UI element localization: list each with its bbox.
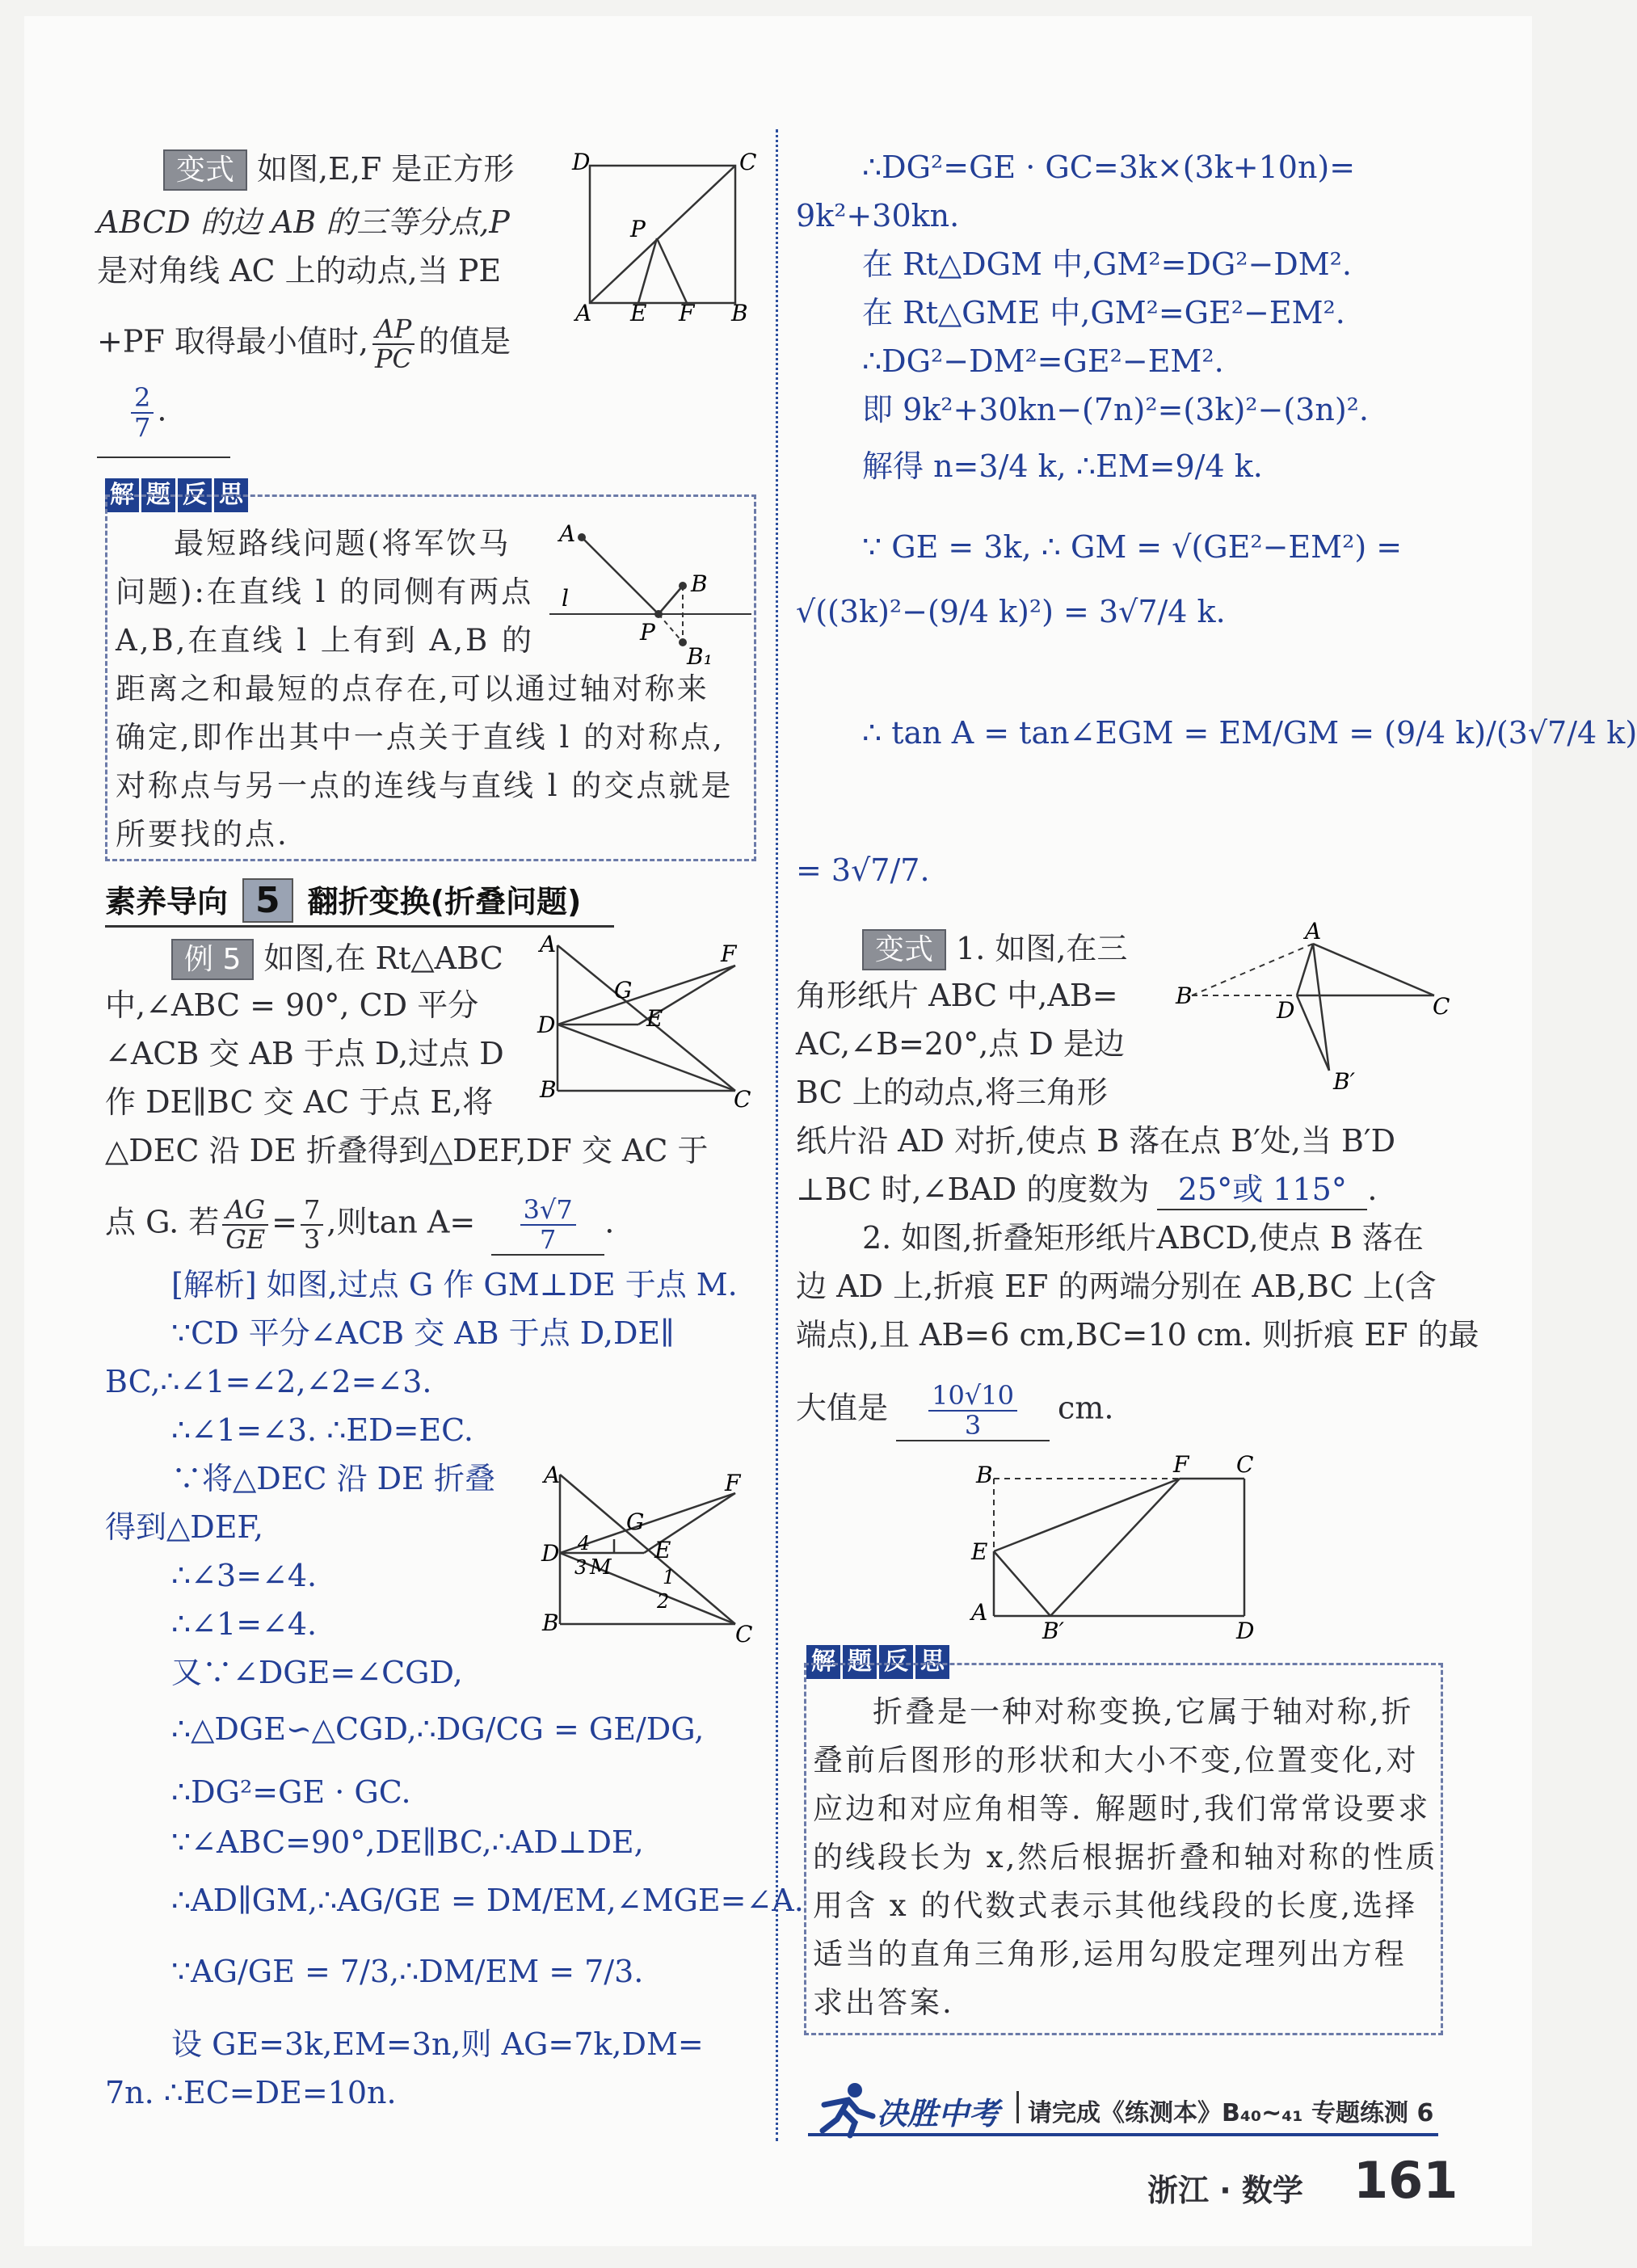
label: E	[646, 1005, 663, 1032]
label: A	[971, 1599, 988, 1626]
label: B′	[1333, 1068, 1355, 1095]
reflect-line: 折叠是一种对称变换,它属于轴对称,折	[873, 1694, 1414, 1729]
footer-divider	[1016, 2091, 1019, 2123]
solution-line: ∴ tan A = tan∠EGM = EM/GM = (9/4 k)/(3√7/4 k)	[862, 715, 1637, 751]
solution-line: ∵CD 平分∠ACB 交 AB 于点 D,DE∥	[171, 1315, 675, 1351]
label: A	[540, 931, 557, 957]
example-tag: 例 5	[171, 939, 254, 980]
solution-line: ∴AD∥GM,∴AG/GE = DM/EM,∠MGE=∠A.	[171, 1883, 804, 1918]
reflect-line: 确定,即作出其中一点关于直线 l 的对称点,	[116, 720, 725, 755]
question-line: 角形纸片 ABC 中,AB=	[796, 978, 1118, 1013]
solution-line: 又∵∠DGE=∠CGD,	[171, 1655, 463, 1690]
label: F	[1173, 1451, 1189, 1478]
example-line: 中,∠ABC = 90°, CD 平分	[105, 987, 479, 1023]
label: B₁	[687, 643, 713, 670]
label: D	[537, 1012, 556, 1038]
label: B′	[1042, 1618, 1064, 1644]
label: B	[731, 300, 748, 326]
question-line: 1. 如图,在三	[956, 931, 1128, 966]
question-line: 端点),且 AB=6 cm,BC=10 cm. 则折痕 EF 的最	[796, 1317, 1479, 1353]
solution-line: √((3k)²−(9/4 k)²) = 3√7/4 k.	[796, 594, 1226, 629]
variant-line: 如图,E,F 是正方形	[257, 151, 515, 187]
label: F	[725, 1470, 741, 1496]
label: P	[630, 216, 646, 242]
label: F	[679, 300, 695, 326]
solution-line: ∴DG²−DM²=GE²−EM².	[862, 343, 1224, 379]
solution-line: 解得 n=3/4 k, ∴EM=9/4 k.	[862, 448, 1263, 484]
example-line: △DEC 沿 DE 折叠得到△DEF,DF 交 AC 于	[105, 1133, 709, 1168]
label: F	[721, 940, 737, 967]
label: G	[626, 1508, 645, 1535]
label: A	[575, 300, 592, 326]
figure-example5	[533, 931, 751, 1113]
figure-shortest-path	[549, 517, 751, 671]
section-heading: 素养导向 5 翻折变换(折叠问题)	[105, 880, 582, 921]
q1-answer: 25°或 115°	[1157, 1172, 1367, 1210]
label: C	[1236, 1451, 1254, 1478]
label: E	[971, 1538, 988, 1565]
label: B	[540, 1076, 557, 1103]
label: A	[1305, 918, 1322, 945]
label: 3	[574, 1556, 587, 1579]
reflect-line: 适当的直角三角形,运用勾股定理列出方程	[813, 1937, 1407, 1971]
footer-brand: 决胜中考	[877, 2096, 1000, 2131]
reflect-line: 问题):在直线 l 的同侧有两点	[116, 574, 534, 609]
label: E	[630, 300, 647, 326]
label: D	[541, 1540, 560, 1567]
label: D	[1277, 997, 1295, 1024]
reflect-tag: 解 题 反 思	[806, 1645, 949, 1679]
section-rule	[105, 925, 614, 928]
reflect-line: 叠前后图形的形状和大小不变,位置变化,对	[813, 1743, 1419, 1778]
label: E	[654, 1537, 671, 1563]
label: 2	[657, 1590, 670, 1613]
answer-underline	[97, 457, 230, 458]
reflect-line: 对称点与另一点的连线与直线 l 的交点就是	[116, 768, 734, 803]
reflect-line: 应边和对应角相等. 解题时,我们常常设要求	[813, 1791, 1431, 1826]
label: C	[1433, 993, 1450, 1020]
label: D	[572, 149, 591, 175]
variant-line: 是对角线 AC 上的动点,当 PE	[97, 253, 502, 288]
solution-line: ∴DG²=GE · GC.	[171, 1774, 411, 1810]
solution-line: ∵∠ABC=90°,DE∥BC,∴AD⊥DE,	[171, 1824, 644, 1860]
reflect-line: 求出答案.	[813, 1985, 954, 2020]
region-subject: 浙江 · 数学	[1147, 2173, 1303, 2208]
label: l	[562, 585, 569, 612]
example-line: 如图,在 Rt△ABC	[263, 940, 503, 976]
label: A	[559, 520, 576, 547]
variant-line: ABCD 的边 AB 的三等分点,P	[97, 204, 510, 240]
reflect-line: 最短路线问题(将军饮马	[174, 526, 511, 561]
question-line: AC,∠B=20°,点 D 是边	[796, 1026, 1125, 1062]
solution-line: 7n. ∴EC=DE=10n.	[105, 2075, 397, 2110]
variant-tag: 变式	[862, 929, 946, 970]
fraction-ap-pc: $\frac{AP}{PC}$	[372, 315, 415, 373]
solution-line: BC,∴∠1=∠2,∠2=∠3.	[105, 1364, 432, 1399]
variant-line: +PF 取得最小值时,	[97, 323, 368, 360]
solution-line: ∴∠1=∠4.	[171, 1606, 318, 1642]
label: 4	[578, 1532, 591, 1555]
example-line: 作 DE∥BC 交 AC 于点 E,将	[105, 1084, 494, 1120]
running-figure-icon	[808, 2081, 877, 2137]
solution-line: ∴∠1=∠3. ∴ED=EC.	[171, 1412, 473, 1448]
solution-line: 在 Rt△GME 中,GM²=GE²−EM².	[862, 295, 1345, 330]
solution-line: 9k²+30kn.	[796, 198, 960, 234]
figure-solution	[537, 1462, 755, 1647]
solution-line: ∴△DGE∽△CGD,∴DG/CG = GE/DG,	[171, 1711, 705, 1747]
label: 1	[663, 1566, 675, 1588]
example-line: ∠ACB 交 AB 于点 D,过点 D	[105, 1036, 504, 1071]
label: B	[1176, 983, 1193, 1009]
solution-line: 得到△DEF,	[105, 1509, 263, 1545]
reflect-line: A,B,在直线 l 上有到 A,B 的	[116, 623, 534, 658]
question-line: 纸片沿 AD 对折,使点 B 落在点 B′处,当 B′D	[796, 1123, 1396, 1159]
label: M	[590, 1555, 612, 1580]
reflect-line: 距离之和最短的点存在,可以通过轴对称来	[116, 671, 709, 706]
question-line: BC 上的动点,将三角形	[796, 1075, 1108, 1110]
solution-line: ∵AG/GE = 7/3,∴DM/EM = 7/3.	[171, 1954, 644, 1989]
label: B	[542, 1609, 559, 1636]
section-number: 5	[242, 878, 293, 923]
solution-line: ∵将△DEC 沿 DE 折叠	[171, 1461, 495, 1496]
question-line: 边 AD 上,折痕 EF 的两端分别在 AB,BC 上(含	[796, 1269, 1437, 1304]
q2-answer: $\frac{10√10}{3}$	[928, 1382, 1017, 1440]
column-divider	[776, 129, 778, 2141]
label: P	[640, 619, 655, 646]
solution-line: 在 Rt△DGM 中,GM²=DG²−DM².	[862, 246, 1352, 282]
solution-line: ∴∠3=∠4.	[171, 1558, 318, 1593]
label: C	[734, 1086, 751, 1113]
variant-tag: 变式	[163, 149, 247, 191]
label: C	[735, 1621, 753, 1647]
reflect-line: 用含 x 的代数式表示其他线段的长度,选择	[813, 1888, 1418, 1923]
footer-note: 请完成《练测本》B₄₀~₄₁ 专题练测 6	[1028, 2099, 1434, 2127]
label: G	[614, 977, 633, 1004]
solution-line: 即 9k²+30kn−(7n)²=(3k)²−(3n)².	[862, 392, 1369, 427]
question-line: 2. 如图,折叠矩形纸片ABCD,使点 B 落在	[862, 1220, 1424, 1256]
solution-line: 设 GE=3k,EM=3n,则 AG=7k,DM=	[171, 2026, 704, 2062]
label: C	[739, 149, 757, 175]
page-number: 161	[1353, 2151, 1458, 2210]
solution-line: ∴DG²=GE · GC=3k×(3k+10n)=	[862, 149, 1356, 185]
solution-line: = 3√7/7.	[796, 852, 930, 888]
example-answer: $\frac{3√7}{7}$	[520, 1196, 576, 1254]
figure-square-abcd	[566, 149, 757, 326]
figure-triangle-abc	[1176, 918, 1450, 1095]
footer-rule	[808, 2133, 1438, 2136]
figure-rectangle-fold	[962, 1451, 1269, 1644]
solution-line: ∵ GE = 3k, ∴ GM = √(GE²−EM²) =	[862, 529, 1403, 565]
variant-answer: $\frac{2}{7}$ .	[128, 384, 166, 442]
reflect-tag: 解 题 反 思	[105, 478, 248, 512]
label: D	[1236, 1618, 1255, 1644]
label: A	[544, 1462, 561, 1488]
label: B	[976, 1462, 993, 1488]
reflect-line: 所要找的点.	[116, 817, 289, 852]
solution-line: [解析] 如图,过点 G 作 GM⊥DE 于点 M.	[171, 1267, 738, 1302]
reflect-line: 的线段长为 x,然后根据折叠和轴对称的性质	[813, 1840, 1438, 1875]
reflection-box-2	[804, 1663, 1443, 2035]
label: B	[691, 570, 708, 597]
